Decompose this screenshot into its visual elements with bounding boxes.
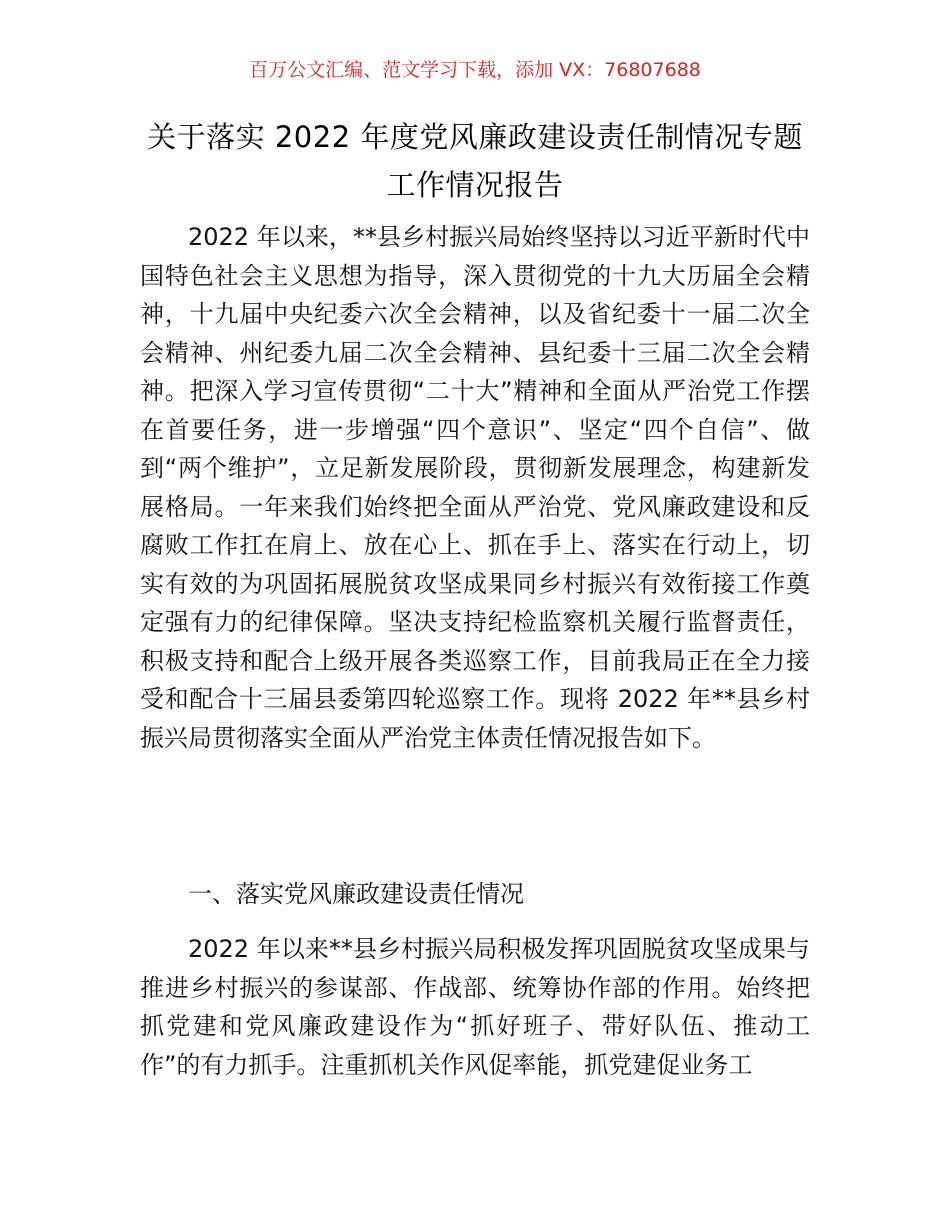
document-title: 关于落实 2022 年度党风廉政建设责任制情况专题工作情况报告 (147, 120, 803, 202)
paragraph-intro: 2022 年以来，**县乡村振兴局始终坚持以习近平新时代中国特色社会主义思想为指导，深入贯彻党的十九大历届全会精神，十九届中央纪委六次全会精神，以及省纪委十一届二次全会精神、州纪委九届二次全会精神、县纪委十三届二次全会精神。把深入学习宣传贯彻“二十大”精神和全面从严治党工作摆在首要任务，进一步增强“四个意识”、坚定“四个自信”、做到“两个维护”，立足新发展阶段，贯彻新发展理念，构建新发展格局。一年来我们始终把全面从严治党、党风廉政建设和反腐败工作扛在肩上、放在心上、抓在手上、落实在行动上，切实有效的为巩固拓展脱贫攻坚成果同乡村振兴有效衔接工作奠定强有力的纪律保障。坚决支持纪检监察机关履行监督责任，积极支持和配合上级开展各类巡察工作，目前我局正在全力接受和配合十三届县委第四轮巡察工作。现将 2022 年**县乡村振兴局贯彻落实全面从严治党主体责任情况报告如下。 (140, 223, 810, 752)
section-heading: 一、落实党风廉政建设责任情况 (188, 880, 524, 908)
paragraph-section-one: 2022 年以来**县乡村振兴局积极发挥巩固脱贫攻坚成果与推进乡村振兴的参谋部、作战部、统筹协作部的作用。始终把抓党建和党风廉政建设作为“抓好班子、带好队伍、推动工作”的有力抓手。注重抓机关作风促率能，抓党建促业务工 (140, 935, 810, 1079)
header-watermark-text: 百万公文汇编、范文学习下载，添加 VX：76807688 (249, 59, 701, 81)
